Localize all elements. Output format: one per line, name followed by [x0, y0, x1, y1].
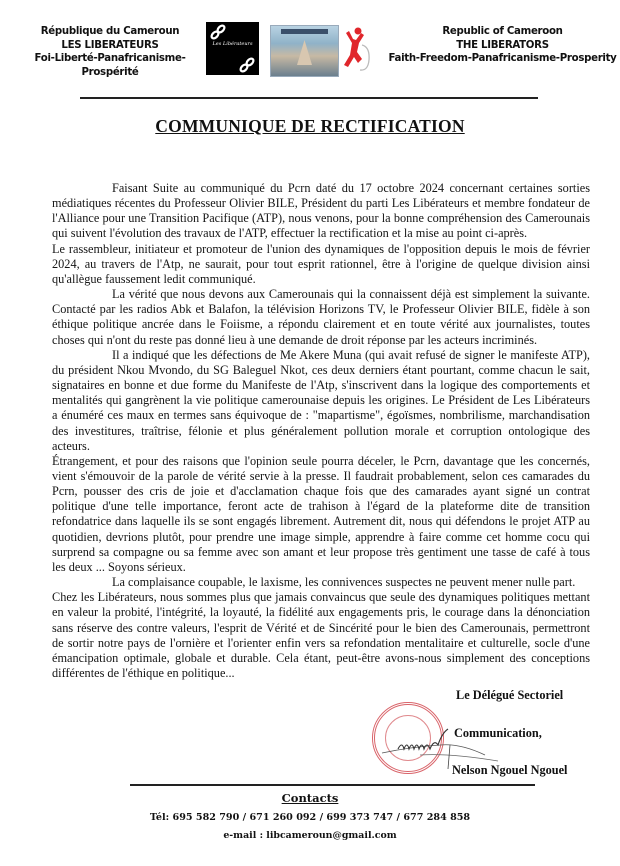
header-left-motto: Foi-Liberté-Panafricanisme-Prospérité	[34, 53, 186, 78]
contact-email[interactable]: e-mail : libcameroun@gmail.com	[223, 830, 397, 841]
signatory-name: Nelson Ngouel Ngouel	[452, 763, 568, 777]
paragraph: Il a indiqué que les défections de Me Akere Muna (qui avait refusé de signer le manifeste ATP), du président Nkou Mvondo, du SG Baleguel Nkot, ces deux derniers étant pourtant, comme chacun le sait, signataires en bonne et due forme du Manifeste de l'Atp, s'inscrivent dans la logique des comportements et mentalités qui gangrènent la vie politique camerounaise depuis les origines. Le Président de Les Libérateurs a énuméré ces maux en termes sans équivoque de : "mapartisme", égoïsmes, nombrilisme, marchandisation des investitures, traîtrise, félonie et plus généralement pollution morale et corruption ontologique des acteurs.	[52, 347, 590, 453]
document-body	[52, 181, 590, 681]
jumping-figure-logo-icon	[338, 25, 370, 75]
header-divider	[80, 97, 538, 99]
document-title: COMMUNIQUE DE RECTIFICATION	[155, 116, 465, 136]
chain-link-icon	[206, 22, 259, 75]
contacts-heading: Contacts	[281, 791, 339, 805]
photo-logo-monument	[297, 40, 312, 65]
signatory-department: Communication,	[454, 726, 542, 740]
chain-logo	[206, 22, 259, 75]
header-right-motto: Faith-Freedom-Panafricanisme-Prosperity	[388, 53, 617, 64]
paragraph: La complaisance coupable, le laxisme, les connivences suspectes ne peuvent mener nulle part.	[112, 575, 576, 590]
signatory-title: Le Délégué Sectoriel	[456, 688, 564, 702]
header-left-country: République du Cameroun	[40, 26, 180, 37]
contact-phones: Tél: 695 582 790 / 671 260 092 / 699 373 747 / 677 284 858	[149, 812, 471, 823]
header-left-party: LES LIBERATEURS	[61, 39, 159, 51]
footer-divider	[130, 784, 535, 786]
header-left-block	[20, 25, 200, 79]
paragraph: Chez les Libérateurs, nous sommes plus que jamais convaincus que seule des dynamiques politiques mettant en valeur la probité, l'intégrité, la loyauté, la fidélité aux engagements pris, le courage dans la dénonciation sans réserve des contre valeurs, l'esprit de Vérité et de Sincérité pour le bien des Camerounais, permettront de sortir notre pays de l'ornière et l'orienter enfin vers sa refondation mentalitaire et culturelle, socle d'une émancipation optimale, globale et durable. Cela étant, peut-être avons-nous simplement des conceptions différentes de l'éthique en politique...	[52, 590, 590, 680]
photo-logo-banner	[281, 29, 328, 34]
header-right-block	[385, 25, 620, 66]
header-right-party: THE LIBERATORS	[456, 39, 549, 51]
photo-logo	[270, 25, 339, 77]
paragraph: Faisant Suite au communiqué du Pcrn daté du 17 octobre 2024 concernant certaines sorties médiatiques récentes du Professeur Olivier BILE, Président du parti Les Libérateurs et membre fondateur de l'Alliance pour une Transition Pacifique (ATP), nous venons, pour la bonne compréhension des Camerounais qui suivent l'évolution des travaux de l'ATP, effectuer la rectification et la mise au point ci-après.	[52, 181, 590, 241]
chain-logo-text: Les Libérateurs	[212, 41, 253, 47]
header-right-country: Republic of Cameroon	[442, 26, 563, 37]
paragraph: La vérité que nous devons aux Camerounais qui la connaissent déjà est simplement la suivante. Contacté par les radios Abk et Balafon, la télévision Horizons TV, le Professeur Olivier BILE, fidèle à son éthique politique ancrée dans le Foiisme, a répondu clairement et en toute vérité aux journalistes, toutes choses qui n'ont du reste pas donné lieu à une demande de droit réponse par les acteurs incriminés.	[52, 287, 590, 347]
paragraph: Le rassembleur, initiateur et promoteur de l'union des dynamiques de l'opposition depuis le mois de février 2024, au travers de l'Atp, ne saurait, pour tout esprit rationnel, être à l'origine de quelque division ainsi qu'allègue faussement ledit communiqué.	[52, 241, 590, 286]
paragraph: Étrangement, et pour des raisons que l'opinion seule pourra déceler, le Pcrn, davantage que les concernés, vient s'émouvoir de la parole de vérité servie à la presse. Il faudrait probablement, selon ces camarades du Pcrn, pousser des cris de joie et d'acclamation chaque fois que des camarades ayant signé un contrat politique d'une telle importance, feront acte de trahison à l'égard de la plateforme dite de transition refondatrice dans laquelle ils se sont engagés librement. Autrement dit, nous qui défendons le projet ATP au quotidien, devrions plutôt, pour prendre une image simple, apprendre à faire comme cet homme cocu qui surprend sa compagne ou sa femme avec son amant et leur propose très gentiment une tasse de café à tous les deux ... Soyons sérieux.	[52, 453, 590, 574]
